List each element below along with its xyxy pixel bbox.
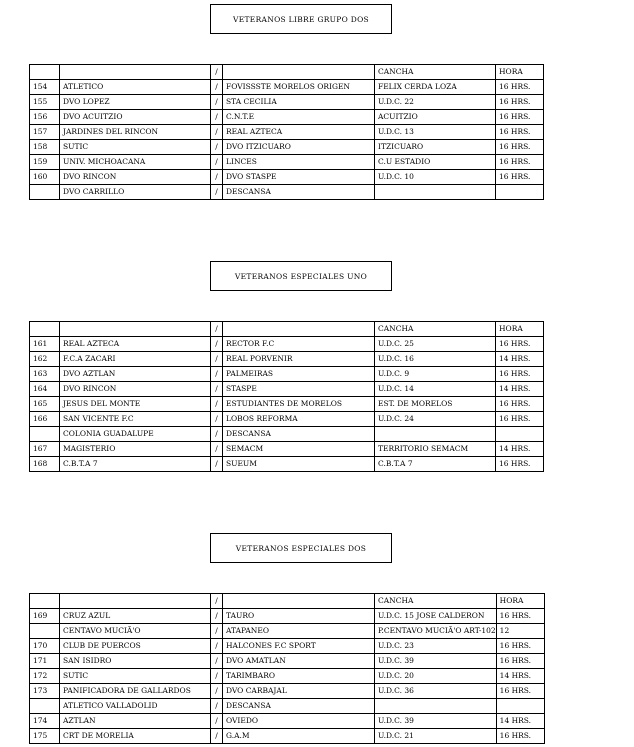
away-team-cell: RECTOR F.C [223, 337, 375, 352]
home-team-cell: C.B.T.A 7 [60, 457, 211, 472]
match-number-cell: 175 [30, 729, 60, 744]
versus-separator-cell: / [211, 729, 223, 744]
home-team-cell: SUTIC [60, 669, 211, 684]
field-cell: U.D.C. 39 [375, 714, 497, 729]
field-cell: TERRITORIO SEMACM [375, 442, 496, 457]
field-cell: U.D.C. 25 [375, 337, 496, 352]
away-team-cell: SUEUM [223, 457, 375, 472]
section-title-text: VETERANOS ESPECIALES DOS [235, 543, 367, 553]
match-number-cell: 156 [30, 110, 60, 125]
table-row [30, 382, 544, 397]
away-team-cell: DESCANSA [223, 185, 375, 200]
field-cell: CANCHA [375, 594, 497, 609]
versus-separator-cell: / [211, 185, 223, 200]
home-team-cell: CRT DE MORELIA [60, 729, 211, 744]
away-team-cell: SEMACM [223, 442, 375, 457]
hour-cell: 16 HRS. [496, 155, 544, 170]
versus-separator-cell: / [211, 624, 223, 639]
versus-separator-cell: / [211, 442, 223, 457]
field-cell: U.D.C. 36 [375, 684, 497, 699]
match-number-cell [30, 322, 60, 337]
field-cell: U.D.C. 14 [375, 382, 496, 397]
hour-cell: 14 HRS. [496, 442, 544, 457]
hour-cell: 16 HRS. [496, 397, 544, 412]
field-cell: U.D.C. 20 [375, 669, 497, 684]
match-number-cell: 173 [30, 684, 60, 699]
table-row [30, 397, 544, 412]
field-cell: U.D.C. 22 [375, 95, 496, 110]
match-number-cell: 154 [30, 80, 60, 95]
field-cell: U.D.C. 23 [375, 639, 497, 654]
home-team-cell: SAN ISIDRO [60, 654, 211, 669]
table-row [30, 110, 544, 125]
table-header-row [30, 594, 545, 609]
hour-cell: 16 HRS. [496, 95, 544, 110]
table-row [30, 654, 545, 669]
home-team-cell: PANIFICADORA DE GALLARDOS [60, 684, 211, 699]
match-number-cell [30, 594, 60, 609]
hour-cell: 16 HRS. [496, 639, 544, 654]
home-team-cell: DVO RINCON [60, 170, 211, 185]
match-number-cell: 168 [30, 457, 60, 472]
field-cell: U.D.C. 9 [375, 367, 496, 382]
match-number-cell: 155 [30, 95, 60, 110]
away-team-cell: STA CECILIA [223, 95, 375, 110]
versus-separator-cell: / [211, 110, 223, 125]
field-cell: ACUITZIO [375, 110, 496, 125]
versus-separator-cell: / [211, 684, 223, 699]
home-team-cell [60, 65, 211, 80]
table-row [30, 609, 545, 624]
hour-cell: 14 HRS. [496, 669, 544, 684]
field-cell: P.CENTAVO MUCIÃ'O ART-102 [375, 624, 497, 639]
match-number-cell: 167 [30, 442, 60, 457]
home-team-cell [60, 322, 211, 337]
home-team-cell: DVO CARRILLO [60, 185, 211, 200]
home-team-cell: JESUS DEL MONTE [60, 397, 211, 412]
versus-separator-cell: / [211, 594, 223, 609]
away-team-cell: DVO AMATLAN [223, 654, 375, 669]
field-cell [375, 699, 497, 714]
versus-separator-cell: / [211, 639, 223, 654]
hour-cell: 16 HRS. [496, 654, 544, 669]
table-row [30, 699, 545, 714]
table-row [30, 729, 545, 744]
field-cell [375, 185, 496, 200]
hour-cell: HORA [496, 65, 544, 80]
home-team-cell: MAGISTERIO [60, 442, 211, 457]
table-row [30, 95, 544, 110]
field-cell: U.D.C. 10 [375, 170, 496, 185]
away-team-cell: PALMEIRAS [223, 367, 375, 382]
section-title-text: VETERANOS LIBRE GRUPO DOS [233, 14, 369, 24]
match-number-cell [30, 65, 60, 80]
home-team-cell: F.C.A ZACARI [60, 352, 211, 367]
table-row [30, 337, 544, 352]
away-team-cell: DVO STASPE [223, 170, 375, 185]
away-team-cell: ATAPANEO [223, 624, 375, 639]
away-team-cell: HALCONES F.C SPORT [223, 639, 375, 654]
hour-cell: 16 HRS. [496, 729, 544, 744]
versus-separator-cell: / [211, 337, 223, 352]
match-number-cell: 169 [30, 609, 60, 624]
section-title-especiales-dos [210, 533, 392, 563]
home-team-cell: DVO LOPEZ [60, 95, 211, 110]
away-team-cell: G.A.M [223, 729, 375, 744]
match-number-cell: 164 [30, 382, 60, 397]
versus-separator-cell: / [211, 367, 223, 382]
versus-separator-cell: / [211, 714, 223, 729]
versus-separator-cell: / [211, 352, 223, 367]
home-team-cell: CENTAVO MUCIÃ'O [60, 624, 211, 639]
home-team-cell: DVO ACUITZIO [60, 110, 211, 125]
table-row [30, 140, 544, 155]
versus-separator-cell: / [211, 669, 223, 684]
field-cell [375, 427, 496, 442]
table-row [30, 639, 545, 654]
table-row [30, 125, 544, 140]
hour-cell: 16 HRS. [496, 337, 544, 352]
table-header-row [30, 322, 544, 337]
hour-cell: 16 HRS. [496, 125, 544, 140]
away-team-cell: DESCANSA [223, 427, 375, 442]
home-team-cell: COLONIA GUADALUPE [60, 427, 211, 442]
hour-cell [496, 427, 544, 442]
home-team-cell: ATLETICO [60, 80, 211, 95]
away-team-cell: REAL AZTECA [223, 125, 375, 140]
table-row [30, 352, 544, 367]
hour-cell: 14 HRS. [496, 714, 544, 729]
table-row [30, 155, 544, 170]
away-team-cell: TAURO [223, 609, 375, 624]
home-team-cell: SUTIC [60, 140, 211, 155]
hour-cell [496, 699, 544, 714]
match-number-cell: 157 [30, 125, 60, 140]
away-team-cell [223, 322, 375, 337]
match-number-cell [30, 624, 60, 639]
table-row [30, 170, 544, 185]
home-team-cell: DVO RINCON [60, 382, 211, 397]
versus-separator-cell: / [211, 609, 223, 624]
away-team-cell [223, 65, 375, 80]
match-number-cell [30, 185, 60, 200]
versus-separator-cell: / [211, 65, 223, 80]
field-cell: U.D.C. 13 [375, 125, 496, 140]
hour-cell: 16 HRS. [496, 457, 544, 472]
table-row [30, 624, 545, 639]
table-row [30, 427, 544, 442]
versus-separator-cell: / [211, 397, 223, 412]
schedule-table-libre-grupo-dos [29, 64, 544, 200]
table-row [30, 669, 545, 684]
hour-cell: 16 HRS. [496, 110, 544, 125]
match-number-cell: 162 [30, 352, 60, 367]
away-team-cell: DVO ITZICUARO [223, 140, 375, 155]
table-row [30, 367, 544, 382]
hour-cell: 12 [496, 624, 544, 639]
hour-cell: 16 HRS. [496, 170, 544, 185]
home-team-cell: DVO AZTLAN [60, 367, 211, 382]
table-row [30, 80, 544, 95]
versus-separator-cell: / [211, 125, 223, 140]
match-number-cell: 161 [30, 337, 60, 352]
away-team-cell: STASPE [223, 382, 375, 397]
match-number-cell: 174 [30, 714, 60, 729]
hour-cell: HORA [496, 594, 544, 609]
section-title-text: VETERANOS ESPECIALES UNO [234, 271, 368, 281]
hour-cell: HORA [496, 322, 544, 337]
field-cell: CANCHA [375, 322, 496, 337]
versus-separator-cell: / [211, 140, 223, 155]
versus-separator-cell: / [211, 427, 223, 442]
table-row [30, 185, 544, 200]
hour-cell: 14 HRS. [496, 352, 544, 367]
table-row [30, 714, 545, 729]
away-team-cell: C.N.T.E [223, 110, 375, 125]
field-cell: U.D.C. 16 [375, 352, 496, 367]
match-number-cell: 172 [30, 669, 60, 684]
versus-separator-cell: / [211, 457, 223, 472]
hour-cell: 16 HRS. [496, 684, 544, 699]
field-cell: EST. DE MORELOS [375, 397, 496, 412]
field-cell: U.D.C. 24 [375, 412, 496, 427]
match-number-cell: 159 [30, 155, 60, 170]
versus-separator-cell: / [211, 170, 223, 185]
home-team-cell [60, 594, 211, 609]
field-cell: FELIX CERDA LOZA [375, 80, 496, 95]
versus-separator-cell: / [211, 95, 223, 110]
match-number-cell: 163 [30, 367, 60, 382]
versus-separator-cell: / [211, 699, 223, 714]
home-team-cell: REAL AZTECA [60, 337, 211, 352]
versus-separator-cell: / [211, 80, 223, 95]
table-row [30, 442, 544, 457]
match-number-cell: 160 [30, 170, 60, 185]
table-row [30, 684, 545, 699]
home-team-cell: ATLETICO VALLADOLID [60, 699, 211, 714]
hour-cell: 16 HRS. [496, 412, 544, 427]
match-number-cell: 166 [30, 412, 60, 427]
away-team-cell: LINCES [223, 155, 375, 170]
home-team-cell: CLUB DE PUERCOS [60, 639, 211, 654]
home-team-cell: JARDINES DEL RINCON [60, 125, 211, 140]
hour-cell: 16 HRS. [496, 140, 544, 155]
away-team-cell [223, 594, 375, 609]
match-number-cell [30, 699, 60, 714]
versus-separator-cell: / [211, 322, 223, 337]
versus-separator-cell: / [211, 382, 223, 397]
away-team-cell: LOBOS REFORMA [223, 412, 375, 427]
hour-cell [496, 185, 544, 200]
table-row [30, 457, 544, 472]
versus-separator-cell: / [211, 654, 223, 669]
hour-cell: 16 HRS. [496, 609, 544, 624]
hour-cell: 14 HRS. [496, 382, 544, 397]
field-cell: U.D.C. 21 [375, 729, 497, 744]
field-cell: U.D.C. 15 JOSE CALDERON [375, 609, 497, 624]
hour-cell: 16 HRS. [496, 367, 544, 382]
home-team-cell: AZTLAN [60, 714, 211, 729]
away-team-cell: OVIEDO [223, 714, 375, 729]
match-number-cell: 165 [30, 397, 60, 412]
home-team-cell: CRUZ AZUL [60, 609, 211, 624]
away-team-cell: REAL PORVENIR [223, 352, 375, 367]
away-team-cell: FOVISSSTE MORELOS ORIGEN [223, 80, 375, 95]
away-team-cell: TARIMBARO [223, 669, 375, 684]
match-number-cell: 158 [30, 140, 60, 155]
schedule-table-especiales-uno [29, 321, 544, 472]
field-cell: C.B.T.A 7 [375, 457, 496, 472]
home-team-cell: SAN VICENTE F.C [60, 412, 211, 427]
versus-separator-cell: / [211, 412, 223, 427]
table-row [30, 412, 544, 427]
match-number-cell: 171 [30, 654, 60, 669]
field-cell: C.U ESTADIO [375, 155, 496, 170]
home-team-cell: UNIV. MICHOACANA [60, 155, 211, 170]
section-title-especiales-uno [210, 261, 392, 291]
table-header-row [30, 65, 544, 80]
section-title-libre-grupo-dos [210, 4, 392, 34]
away-team-cell: DVO CARBAJAL [223, 684, 375, 699]
match-number-cell [30, 427, 60, 442]
field-cell: ITZICUARO [375, 140, 496, 155]
schedule-table-especiales-dos [29, 593, 545, 744]
field-cell: U.D.C. 39 [375, 654, 497, 669]
match-number-cell: 170 [30, 639, 60, 654]
versus-separator-cell: / [211, 155, 223, 170]
field-cell: CANCHA [375, 65, 496, 80]
hour-cell: 16 HRS. [496, 80, 544, 95]
away-team-cell: DESCANSA [223, 699, 375, 714]
away-team-cell: ESTUDIANTES DE MORELOS [223, 397, 375, 412]
